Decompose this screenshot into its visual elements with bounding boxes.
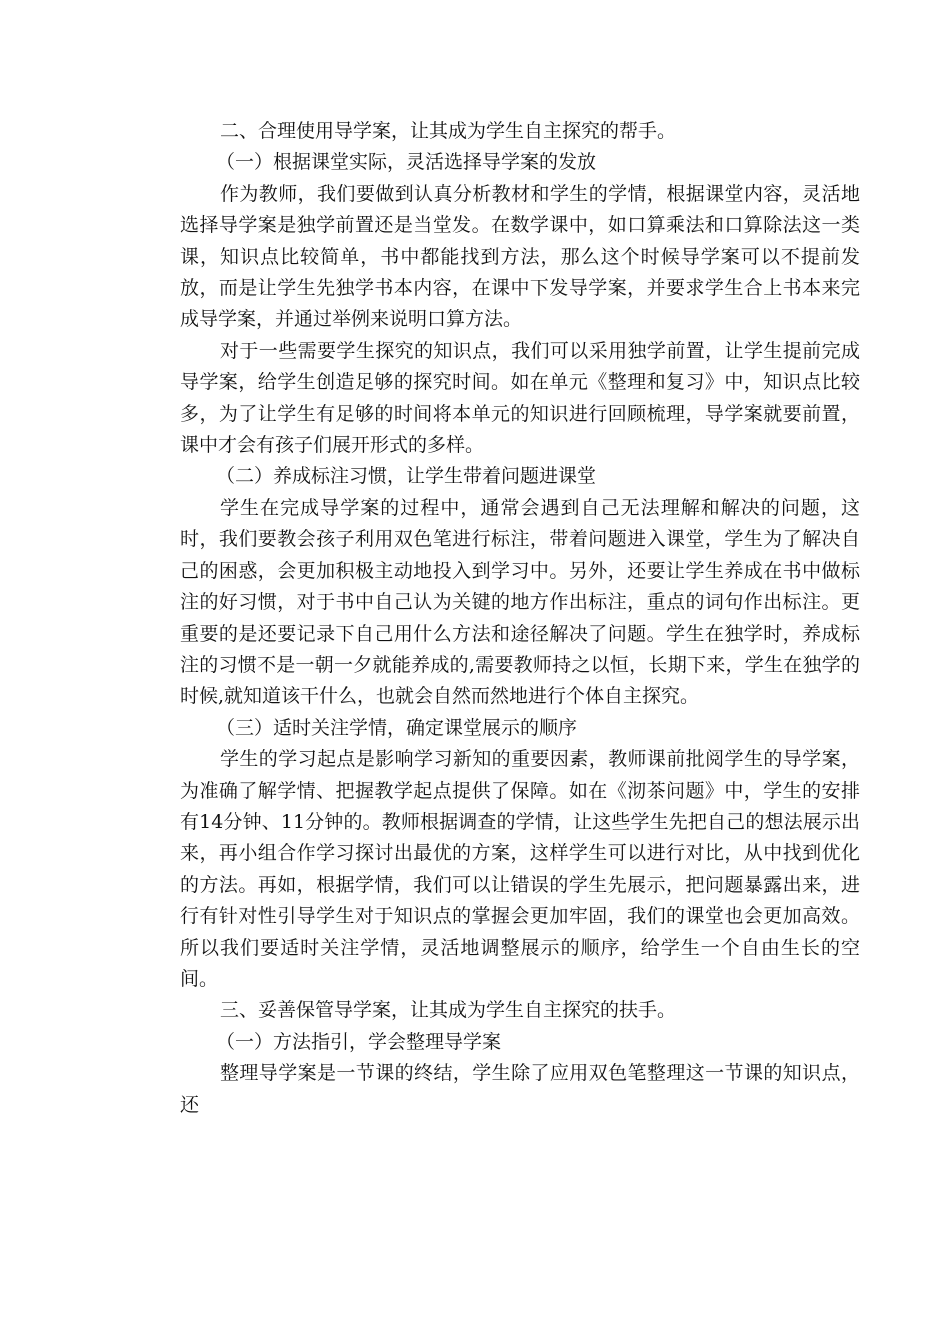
paragraph-2-1-a: 作为教师，我们要做到认真分析教材和学生的学情，根据课堂内容，灵活地选择导学案是独学前置还是当堂发。在数学课中，如口算乘法和口算除法这一类课，知识点比较简单，书中都能找到方法，那么这个时候导学案可以不提前发放，而是让学生先独学书本内容，在课中下发导学案，并要求学生合上书本来完成导学案，并通过举例来说明口算方法。: [180, 182, 860, 331]
section-heading-2: 二、合理使用导学案，让其成为学生自主探究的帮手。: [220, 120, 677, 142]
subsection-heading-2-1: （一）根据课堂实际，灵活选择导学案的发放: [216, 151, 597, 174]
paragraph-3-1: 整理导学案是一节课的终结，学生除了应用双色笔整理这一节课的知识点，还: [180, 1062, 860, 1116]
paragraph-2-2: 学生在完成导学案的过程中，通常会遇到自己无法理解和解决的问题，这时，我们要教会孩子利用双色笔进行标注，带着问题进入课堂，学生为了解决自己的困惑，会更加积极主动地投入到学习中。另外，还要让学生养成在书中做标注的好习惯，对于书中自己认为关键的地方作出标注，重点的词句作出标注。更重要的是还要记录下自己用什么方法和途径解决了问题。学生在独学时，养成标注的习惯不是一朝一夕就能养成的,需要教师持之以恒，长期下来，学生在独学的时候,就知道该干什么，也就会自然而然地进行个体自主探究。: [180, 496, 860, 708]
subsection-heading-2-2: （二）养成标注习惯，让学生带着问题进课堂: [216, 465, 597, 488]
subsection-heading-2-3: （三）适时关注学情，确定课堂展示的顺序: [216, 716, 578, 739]
document-body: [180, 116, 860, 1121]
section-heading-3: 三、妥善保管导学案，让其成为学生自主探究的扶手。: [220, 999, 677, 1022]
subsection-heading-3-1: （一）方法指引，学会整理导学案: [216, 1030, 502, 1053]
paragraph-2-1-b: 对于一些需要学生探究的知识点，我们可以采用独学前置，让学生提前完成导学案，给学生创造足够的探究时间。如在单元《整理和复习》中，知识点比较多，为了让学生有足够的时间将本单元的知识进行回顾梳理，导学案就要前置，课中才会有孩子们展开形式的多样。: [180, 339, 860, 457]
paragraph-2-3: 学生的学习起点是影响学习新知的重要因素，教师课前批阅学生的导学案，为准确了解学情、把握教学起点提供了保障。如在《沏茶问题》中，学生的安排有14分钟、11分钟的。教师根据调查的学情，让这些学生先把自己的想法展示出来，再小组合作学习探讨出最优的方案，这样学生可以进行对比，从中找到优化的方法。再如，根据学情，我们可以让错误的学生先展示，把问题暴露出来，进行有针对性引导学生对于知识点的掌握会更加牢固，我们的课堂也会更加高效。所以我们要适时关注学情，灵活地调整展示的顺序，给学生一个自由生长的空间。: [180, 748, 860, 990]
